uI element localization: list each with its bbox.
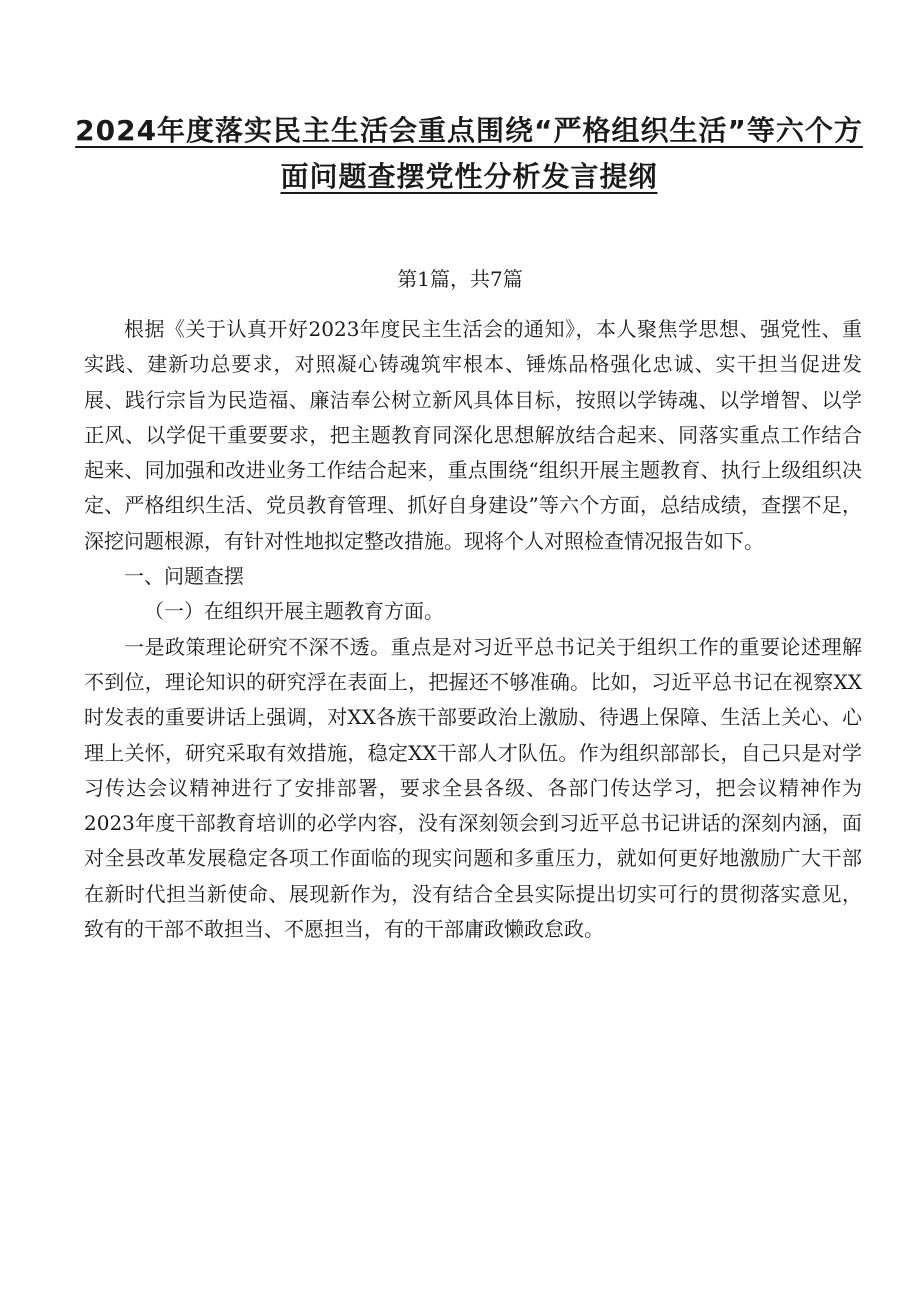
document-body xyxy=(84,312,862,947)
subsection-heading: （一）在组织开展主题教育方面。 xyxy=(144,599,444,624)
part-indicator: 第1篇，共7篇 xyxy=(397,267,523,291)
document-title-text: 2024年度落实民主生活会重点围绕“严格组织生活”等六个方面问题查摆党性分析发言提纲 xyxy=(75,114,863,193)
body-paragraph: 一是政策理论研究不深不透。重点是对习近平总书记关于组织工作的重要论述理解不到位，理论知识的研究浮在表面上，把握还不够准确。比如，习近平总书记在视察XX时发表的重要讲话上强调，对XX各族干部要政治上激励、待遇上保障、生活上关心、心理上关怀，研究采取有效措施，稳定XX干部人才队伍。作为组织部部长，自己只是对学习传达会议精神进行了安排部署，要求全县各级、各部门传达学习，把会议精神作为2023年度干部教育培训的必学内容，没有深刻领会到习近平总书记讲话的深刻内涵，面对全县改革发展稳定各项工作面临的现实问题和多重压力，就如何更好地激励广大干部在新时代担当新使命、展现新作为，没有结合全县实际提出切实可行的贯彻落实意见，致有的干部不敢担当、不愿担当，有的干部庸政懒政怠政。 xyxy=(84,634,862,942)
section-heading: 一、问题查摆 xyxy=(124,564,244,589)
document-title xyxy=(74,108,864,200)
intro-paragraph: 根据《关于认真开好2023年度民主生活会的通知》，本人聚焦学思想、强党性、重实践、建新功总要求，对照凝心铸魂筑牢根本、锤炼品格强化忠诚、实干担当促进发展、践行宗旨为民造福、廉洁奉公树立新风具体目标，按照以学铸魂、以学增智、以学正风、以学促干重要要求，把主题教育同深化思想解放结合起来、同落实重点工作结合起来、同加强和改进业务工作结合起来，重点围绕“组织开展主题教育、执行上级组织决定、严格组织生活、党员教育管理、抓好自身建设”等六个方面，总结成绩，查摆不足，深挖问题根源，有针对性地拟定整改措施。现将个人对照检查情况报告如下。 xyxy=(84,317,862,553)
